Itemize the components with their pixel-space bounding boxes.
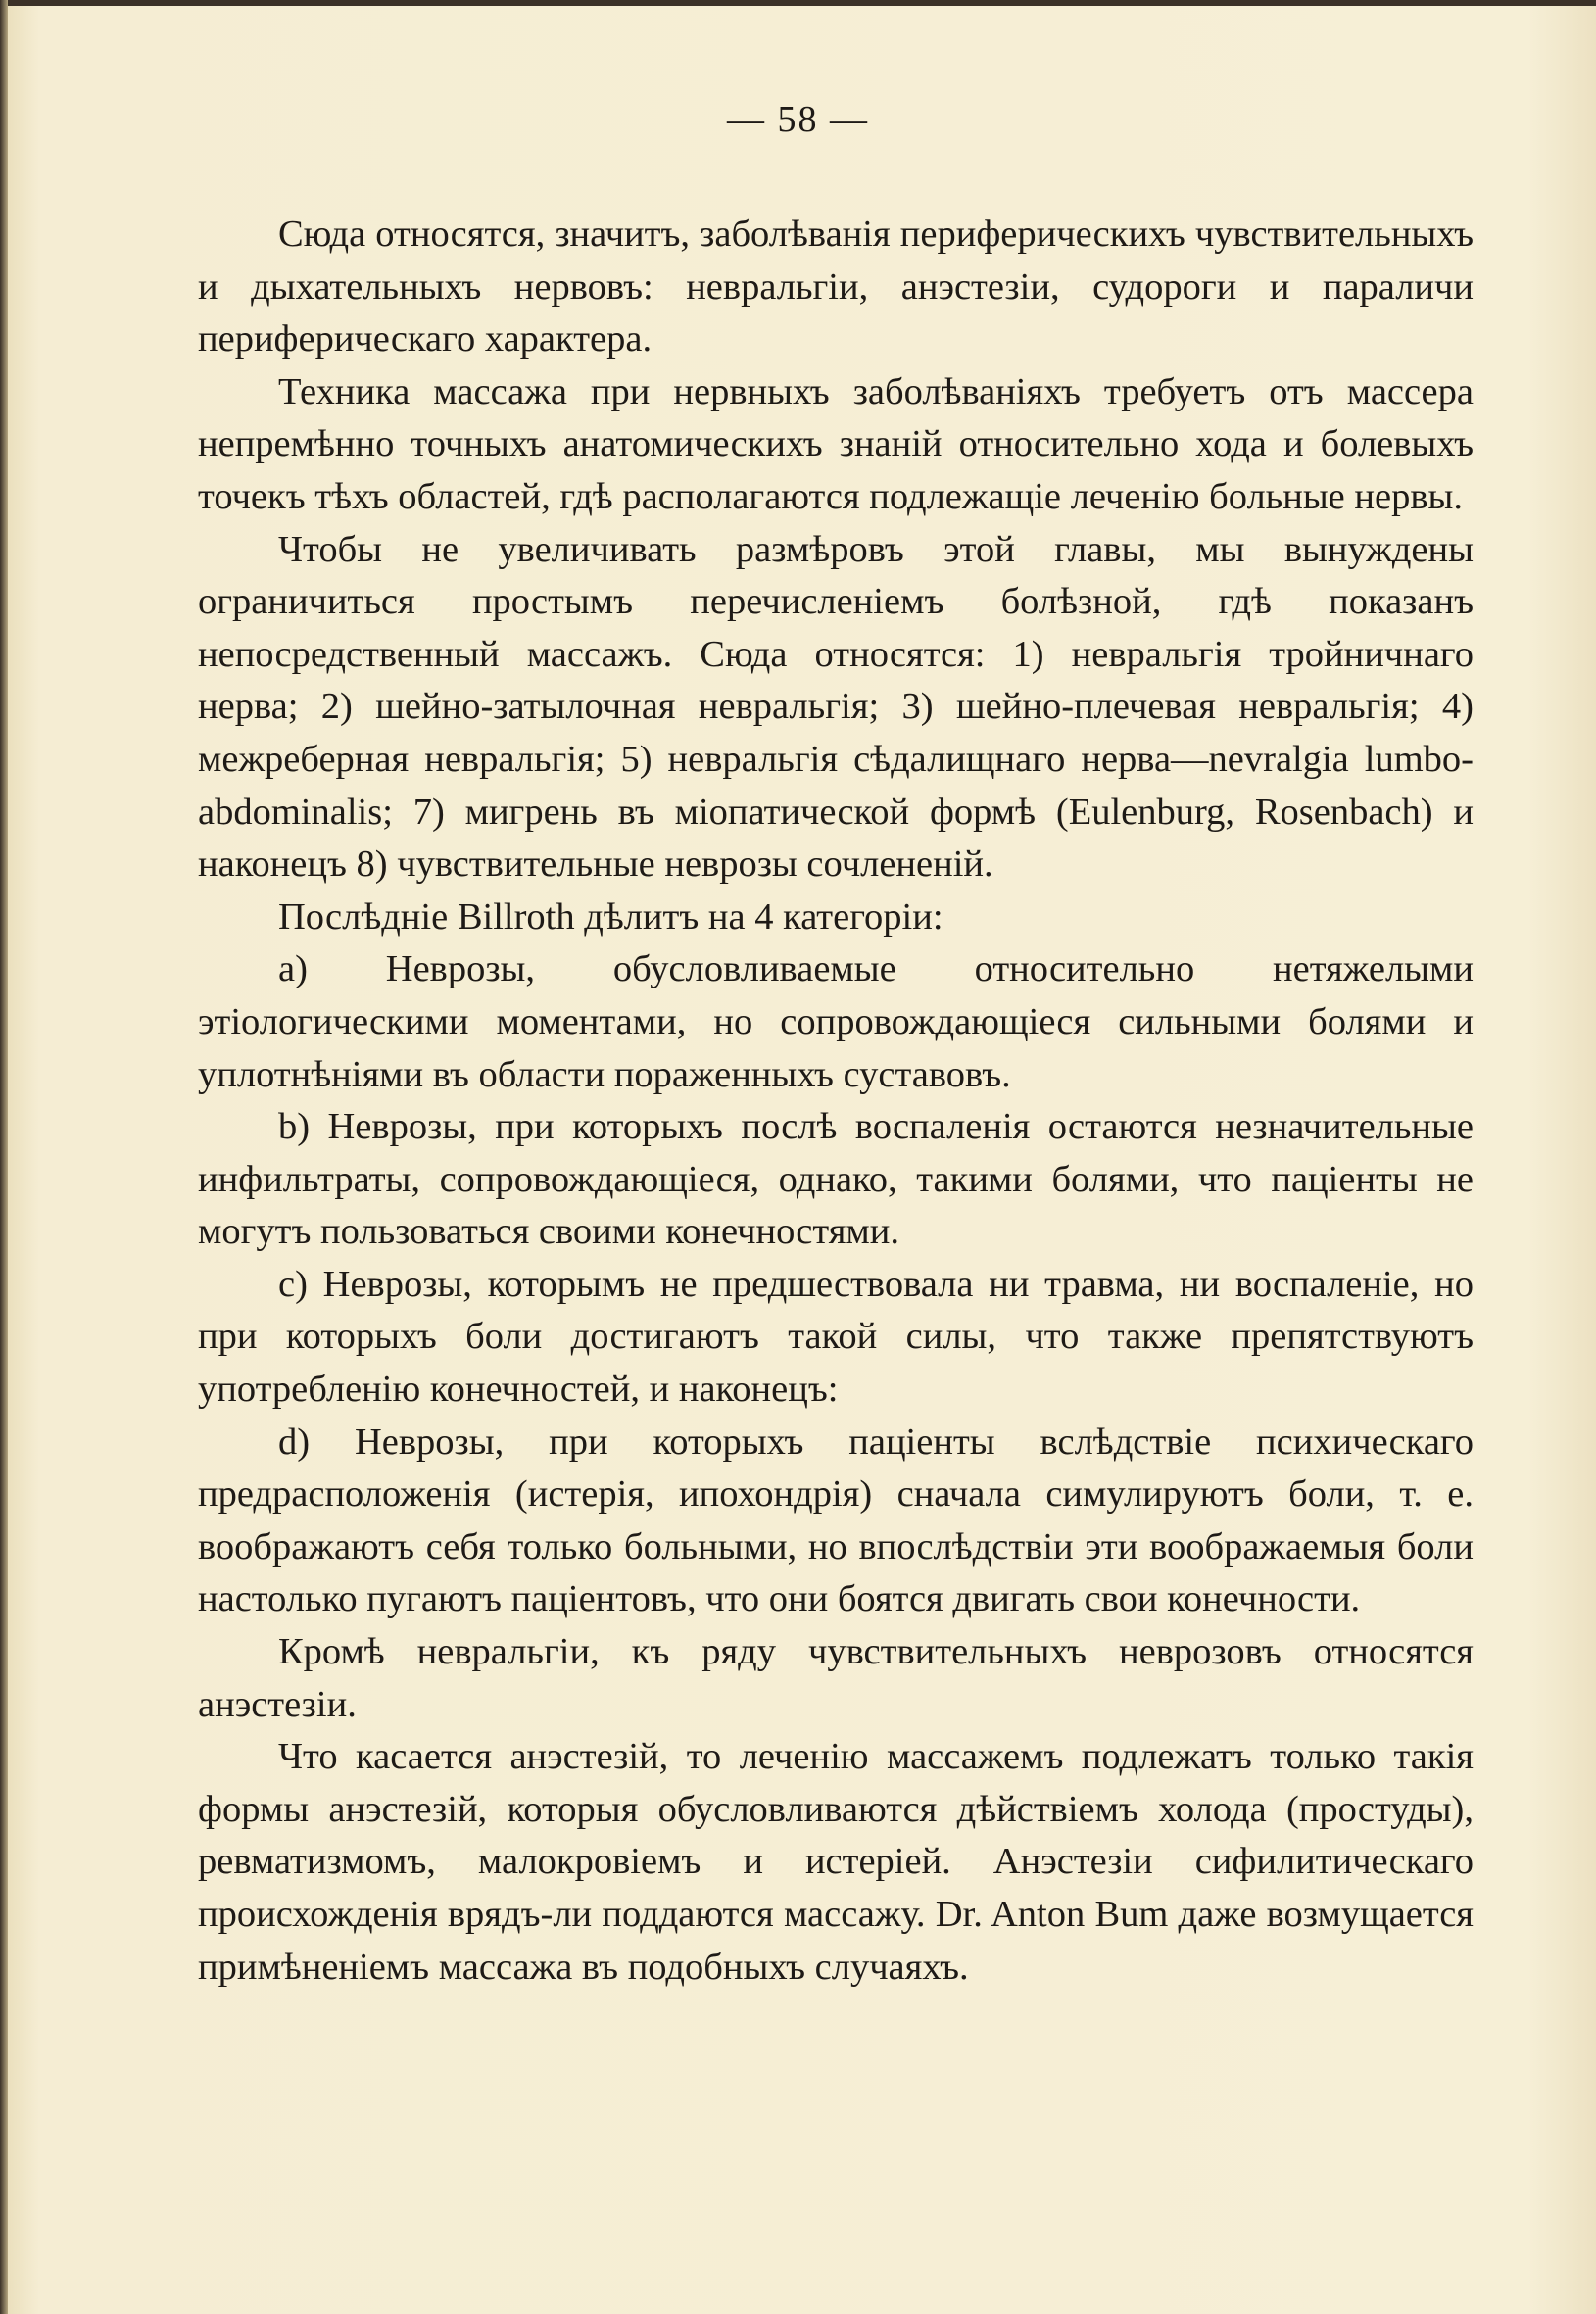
list-item-d: d) Неврозы, при которыхъ паціенты вслѣдствіе психическаго предрасположенія (истерія, ипохондрія) сначала симулируютъ боли, т. е. воображаютъ себя только больными, но впослѣдствіи эти воображаемыя боли настолько пугаютъ паціентовъ, что они боятся двигать свои конечности.: [198, 1421, 1474, 1620]
paragraph-conditions: Сюда относятся, значитъ, заболѣванія периферическихъ чувствительныхъ и дыхательныхъ нервовъ: невральгіи, анэстезіи, судороги и параличи периферическаго характера.: [198, 214, 1474, 361]
paragraph-billroth: Послѣдніе Billroth дѣлитъ на 4 категоріи:: [278, 895, 943, 938]
page-number: — 58 —: [727, 99, 869, 140]
list-item-b: b) Неврозы, при которыхъ послѣ воспаленія остаются незначительные инфильтраты, сопровождающіеся, однако, такими болями, что паціенты не могутъ пользоваться своими конечностями.: [198, 1106, 1474, 1253]
scan-edge-top: [0, 0, 1596, 6]
list-item-a: a) Неврозы, обусловливаемые относительно нетяжелыми этіологическими моментами, но сопровождающіеся сильными болями и уплотнѣніями въ области пораженныхъ суставовъ.: [198, 948, 1474, 1095]
paragraph-anesthesia: Кромѣ невральгіи, къ ряду чувствительныхъ неврозовъ относятся анэстезіи.: [198, 1631, 1474, 1725]
paragraph-technique: Техника массажа при нервныхъ заболѣваніяхъ требуетъ отъ массера непремѣнно точныхъ анатомическихъ знаній относительно хода и болевыхъ точекъ тѣхъ областей, гдѣ располагаются подлежащіе леченію больные нервы.: [198, 370, 1474, 517]
paragraph-anesthesia-massage: Что касается анэстезій, то леченію массажемъ подлежатъ только такія формы анэстезій, которыя обусловливаются дѣйствіемъ холода (простуды), ревматизмомъ, малокровіемъ и истеріей. Анэстезіи сифилитическаго происхожденія врядъ-ли поддаются массажу. Dr. Anton Bum даже возмущается примѣненіемъ массажа въ подобныхъ случаяхъ.: [198, 1736, 1474, 1988]
list-item-c: c) Неврозы, которымъ не предшествовала ни травма, ни воспаленіе, но при которыхъ боли достигаютъ такой силы, что также препятствуютъ употребленію конечностей, и наконецъ:: [198, 1263, 1474, 1411]
paragraph-indications: Чтобы не увеличивать размѣровъ этой главы, мы вынуждены ограничиться простымъ перечисленіемъ болѣзной, гдѣ показанъ непосредственный массажъ. Сюда относятся: 1) невральгія тройничнаго нерва; 2) шейно-затылочная невральгія; 3) шейно-плечевая невральгія; 4) межреберная невральгія; 5) невральгія сѣдалищнаго нерва—nevralgia lumbo-abdominalis; 7) мигрень въ міопатической формѣ (Eulenburg, Rosenbach) и наконецъ 8) чувствительные неврозы сочлененій.: [198, 528, 1474, 886]
scan-edge-left: [0, 0, 8, 2314]
body-text: [198, 209, 1474, 1994]
